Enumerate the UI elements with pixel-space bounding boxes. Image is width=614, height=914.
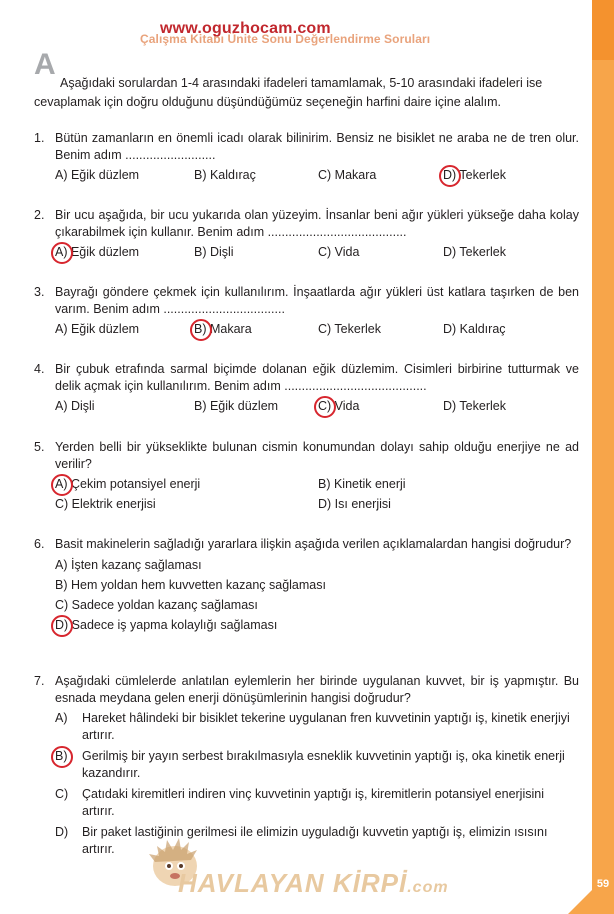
option-a-circled[interactable]: A) Eğik düzlem — [55, 245, 140, 259]
option-c-circled[interactable]: C) Vida — [318, 399, 360, 413]
question-stem: Bir çubuk etrafında sarmal biçimde dolanan eğik düzlemim. Cisimleri birbirine tutturmak ve delik açmak için kullanılırım. Benim adım ......................................... — [55, 362, 579, 393]
option-row — [55, 398, 579, 416]
option-letter: A) — [55, 711, 68, 725]
question-stem: Yerden belli bir yükseklikte bulunan cismin konumundan dolayı sahip olduğu enerjiye ne ad verilir? — [55, 440, 579, 471]
option-a[interactable]: A) Eğik düzlem — [55, 322, 140, 336]
havlayan-kirpi-logo: HAVLAYAN KİRPİ.com — [178, 868, 449, 898]
option-row — [55, 167, 579, 185]
question-number: 1. — [34, 131, 45, 145]
option-c[interactable]: C) Tekerlek — [318, 322, 381, 336]
page-corner-fold — [568, 890, 592, 914]
question-number: 3. — [34, 285, 45, 299]
option-text: Bir paket lastiğinin gerilmesi ile elimizin uyguladığı kuvvetin yaptığı iş, elimizin ısısını artırır. — [82, 825, 548, 856]
option-c[interactable] — [55, 786, 579, 820]
question-stem: Bayrağı göndere çekmek için kullanılırım. İnşaatlarda ağır yükleri üst katlara taşırken de ben varım. Benim adım ................................... — [55, 285, 579, 316]
question-stem: Basit makinelerin sağladığı yararlara ilişkin aşağıda verilen açıklamalardan hangisi doğrudur? — [55, 537, 572, 551]
question-number: 2. — [34, 208, 45, 222]
question-6 — [34, 536, 579, 637]
option-b[interactable]: B) Dişli — [194, 245, 234, 259]
question-stem: Bir ucu aşağıda, bir ucu yukarıda olan yüzeyim. İnsanlar beni ağır yükleri yükseğe daha kolay çıkarabilmek için kullanır. Benim adım ........................................ — [55, 208, 579, 239]
question-2 — [34, 207, 579, 262]
option-text: Hareket hâlindeki bir bisiklet tekerine uygulanan fren kuvvetinin yaptığı iş, kinetik enerjiyi artırır. — [82, 711, 570, 742]
option-b[interactable] — [55, 748, 579, 782]
option-d[interactable]: D) Isı enerjisi — [318, 497, 391, 511]
option-c[interactable]: C) Elektrik enerjisi — [55, 497, 156, 511]
option-d[interactable]: D) Tekerlek — [443, 245, 506, 259]
question-3 — [34, 284, 579, 339]
question-4 — [34, 361, 579, 416]
page-number: 59 — [596, 878, 610, 890]
option-b-circled[interactable]: B) Makara — [194, 322, 252, 336]
page-edge-band — [592, 0, 614, 914]
option-a[interactable] — [55, 710, 579, 744]
question-number: 6. — [34, 537, 45, 551]
question-1 — [34, 130, 579, 185]
option-c[interactable]: C) Vida — [318, 245, 360, 259]
option-a[interactable]: A) İşten kazanç sağlaması — [55, 557, 202, 572]
option-letter: C) — [55, 787, 69, 801]
option-text: Gerilmiş bir yayın serbest bırakılmasıyla esneklik kuvvetinin yaptığı iş, oka kinetik enerji kazandırır. — [82, 749, 565, 780]
question-stem: Bütün zamanların en önemli icadı olarak bilinirim. Bensiz ne bisiklet ne araba ne de tren olur. Benim adım .......................... — [55, 131, 579, 162]
option-d[interactable] — [55, 824, 579, 858]
option-grid — [55, 476, 579, 514]
option-a[interactable]: A) Dişli — [55, 399, 95, 413]
option-list — [55, 710, 579, 858]
option-text: Çatıdaki kiremitleri indiren vinç kuvvetinin yaptığı iş, kiremitlerin potansiyel enerjisini artırır. — [82, 787, 544, 818]
option-d-circled[interactable]: D) Tekerlek — [443, 168, 506, 182]
question-number: 5. — [34, 440, 45, 454]
section-letter: A — [34, 48, 56, 81]
option-letter-circled: B) — [55, 749, 68, 763]
option-b[interactable]: B) Kaldıraç — [194, 168, 256, 182]
option-b[interactable]: B) Kinetik enerji — [318, 477, 406, 491]
option-d-circled[interactable]: D) Sadece iş yapma kolaylığı sağlaması — [55, 617, 278, 632]
question-number: 7. — [34, 674, 45, 688]
option-c[interactable]: C) Makara — [318, 168, 377, 182]
question-stem: Aşağıdaki cümlelerde anlatılan eylemlerin her birinde uygulanan kuvvet, bir iş yapmıştır. Bu esnada meydana gelen enerji dönüşümlerinin hangisi doğrudur? — [55, 674, 579, 705]
option-a[interactable]: A) Eğik düzlem — [55, 168, 140, 182]
option-row — [55, 244, 579, 262]
question-5 — [34, 439, 579, 514]
option-letter: D) — [55, 825, 69, 839]
option-b[interactable]: B) Hem yoldan hem kuvvetten kazanç sağlaması — [55, 577, 326, 592]
watermark-url: www.oguzhocam.com — [160, 20, 331, 37]
option-d[interactable]: D) Kaldıraç — [443, 322, 506, 336]
option-c[interactable]: C) Sadece yoldan kazanç sağlaması — [55, 597, 258, 612]
section-header-title: Çalışma Kitabı Ünite Sonu Değerlendirme Soruları — [140, 32, 431, 46]
option-d[interactable]: D) Tekerlek — [443, 399, 506, 413]
page-edge-band-top — [592, 0, 614, 60]
option-b[interactable]: B) Eğik düzlem — [194, 399, 279, 413]
option-list — [55, 557, 579, 637]
option-row — [55, 321, 579, 339]
question-number: 4. — [34, 362, 45, 376]
question-7 — [34, 673, 579, 862]
option-a-circled[interactable]: A) Çekim potansiyel enerji — [55, 477, 201, 491]
instructions: Aşağıdaki sorulardan 1-4 arasındaki ifadeleri tamamlamak, 5-10 arasındaki ifadeleri ise cevaplamak için doğru olduğunu düşündüğümüz seçeneğin harfini daire içine alalım. — [34, 76, 543, 109]
